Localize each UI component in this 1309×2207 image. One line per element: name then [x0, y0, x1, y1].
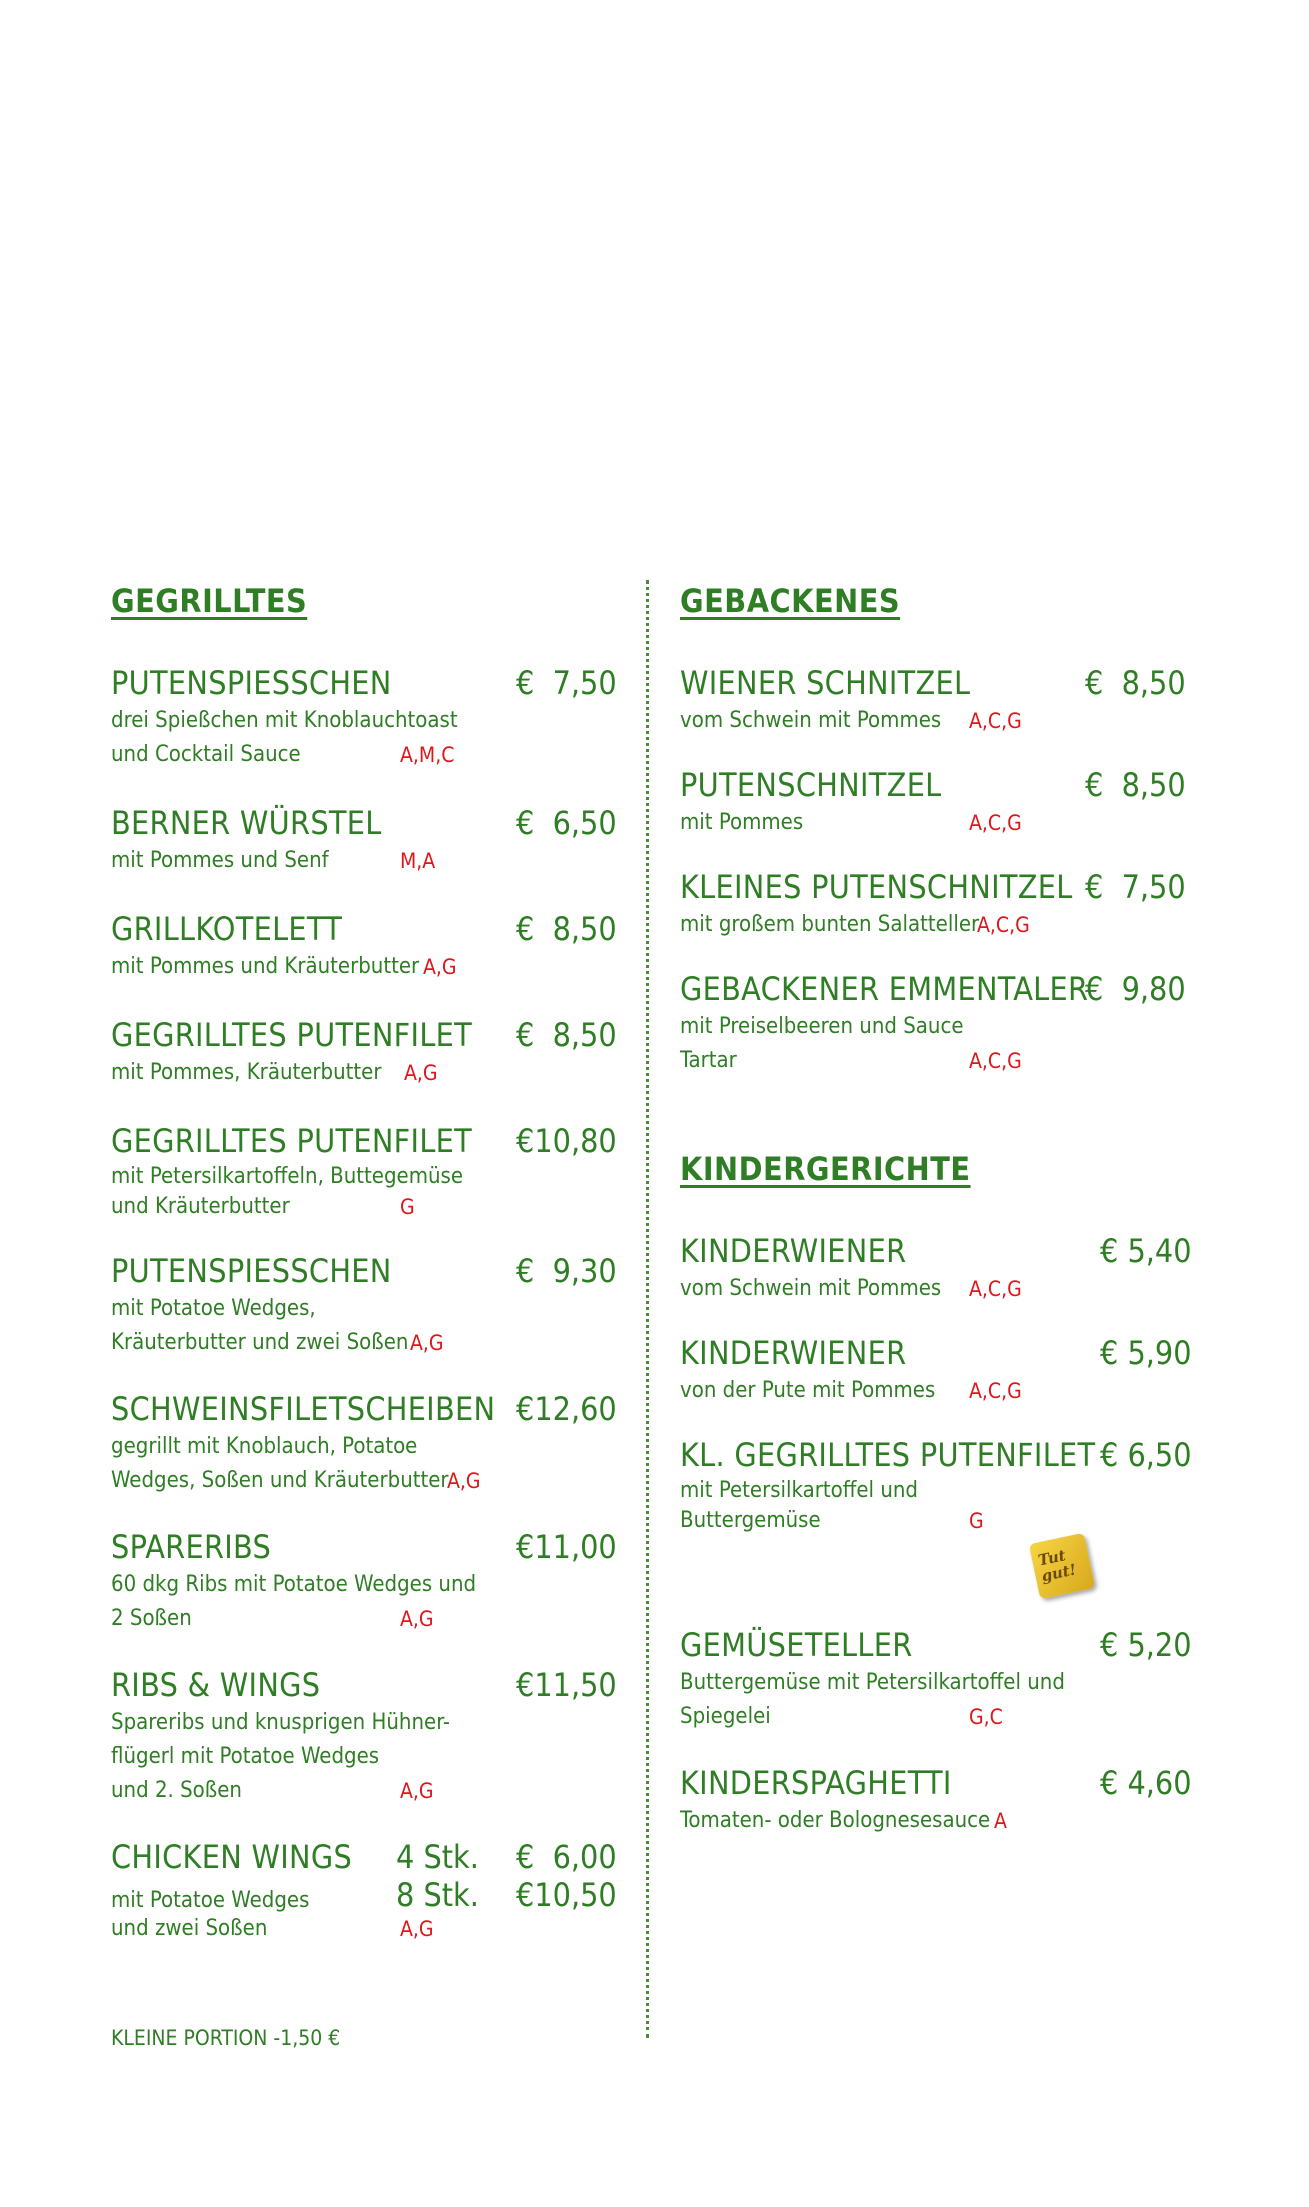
menu-item — [680, 1332, 1200, 1408]
allergen-codes: A,G — [400, 1607, 434, 1631]
menu-item — [680, 866, 1200, 942]
item-description: Spareribs und knusprigen Hühner- — [111, 1710, 451, 1735]
allergen-codes: A,C,G — [977, 913, 1030, 937]
allergen-codes: A,G — [400, 1917, 434, 1941]
item-description: von der Pute mit Pommes — [680, 1378, 936, 1403]
allergen-codes: A,G — [400, 1779, 434, 1803]
allergen-codes: G — [400, 1195, 415, 1219]
menu-item — [111, 908, 617, 984]
item-description: mit Petersilkartoffeln, Buttegemüse — [111, 1164, 464, 1189]
menu-item — [111, 1526, 617, 1636]
item-description: Tomaten- oder Bolognesesauce — [680, 1808, 991, 1833]
item-description: gegrillt mit Knoblauch, Potatoe — [111, 1434, 418, 1459]
item-price: €11,00 — [516, 1528, 617, 1566]
item-description: mit Pommes und Kräuterbutter — [111, 954, 420, 979]
allergen-codes: A,C,G — [969, 709, 1022, 733]
tut-gut-badge — [1029, 1533, 1095, 1599]
menu-item — [111, 802, 617, 878]
item-description: und 2. Soßen — [111, 1778, 242, 1803]
item-price: € 5,40 — [1100, 1232, 1192, 1270]
item-description: mit Preiselbeeren und Sauce — [680, 1014, 964, 1039]
item-description: vom Schwein mit Pommes — [680, 1276, 942, 1301]
allergen-codes: A,G — [404, 1061, 438, 1085]
menu-item-chicken-wings — [111, 1836, 617, 1946]
item-price: € 5,90 — [1100, 1334, 1192, 1372]
item-name: KINDERWIENER — [680, 1334, 907, 1372]
menu-item — [680, 1762, 1200, 1838]
menu-item — [680, 968, 1200, 1078]
item-price: € 9,80 — [1085, 970, 1186, 1008]
menu-item — [680, 1230, 1200, 1306]
item-name: KINDERSPAGHETTI — [680, 1764, 952, 1802]
item-price: € 9,30 — [516, 1252, 617, 1290]
allergen-codes: A,G — [423, 955, 457, 979]
item-price: € 6,50 — [1100, 1436, 1192, 1474]
allergen-codes: A,C,G — [969, 811, 1022, 835]
item-name: WIENER SCHNITZEL — [680, 664, 971, 702]
item-description: mit Pommes — [680, 810, 804, 835]
allergen-codes: G — [969, 1509, 984, 1533]
item-price: € 6,00 — [516, 1838, 617, 1876]
small-portion-note: KLEINE PORTION -1,50 € — [111, 2026, 341, 2050]
item-price: € 8,50 — [1085, 766, 1186, 804]
item-price: € 4,60 — [1100, 1764, 1192, 1802]
allergen-codes: A,G — [410, 1331, 444, 1355]
item-price: € 8,50 — [516, 1016, 617, 1054]
item-description: Buttergemüse — [680, 1508, 821, 1533]
item-description: und Kräuterbutter — [111, 1194, 290, 1219]
item-name: GEMÜSETELLER — [680, 1626, 913, 1664]
section-title-kids: KINDERGERICHTE — [680, 1150, 971, 1188]
item-price: €10,80 — [516, 1122, 617, 1160]
item-name: KL. GEGRILLTES PUTENFILET — [680, 1436, 1096, 1474]
allergen-codes: A,M,C — [400, 743, 455, 767]
section-title-grilled: GEGRILLTES — [111, 582, 308, 620]
item-name: KINDERWIENER — [680, 1232, 907, 1270]
item-name: GEGRILLTES PUTENFILET — [111, 1016, 473, 1054]
allergen-codes: A,G — [447, 1469, 481, 1493]
menu-item — [111, 1250, 617, 1360]
allergen-codes: A,C,G — [969, 1379, 1022, 1403]
item-price: €11,50 — [516, 1666, 617, 1704]
item-name: BERNER WÜRSTEL — [111, 804, 382, 842]
allergen-codes: A,C,G — [969, 1277, 1022, 1301]
right-column — [680, 580, 1200, 1866]
item-name: PUTENSCHNITZEL — [680, 766, 942, 804]
item-description: Kräuterbutter und zwei Soßen — [111, 1330, 409, 1355]
section-title-baked: GEBACKENES — [680, 582, 901, 620]
item-price: € 7,50 — [1085, 868, 1186, 906]
item-quantity: 8 Stk. — [396, 1876, 479, 1914]
menu-item — [680, 1434, 1200, 1536]
item-description: Buttergemüse mit Petersilkartoffel und — [680, 1670, 1065, 1695]
item-description: und zwei Soßen — [111, 1916, 268, 1941]
item-price: €12,60 — [516, 1390, 617, 1428]
item-price: € 8,50 — [516, 910, 617, 948]
menu-item — [680, 764, 1200, 840]
item-price: €10,50 — [516, 1876, 617, 1914]
badge-text: Tut gut! — [1036, 1546, 1078, 1586]
menu-item — [111, 1120, 617, 1222]
menu-item — [111, 1388, 617, 1498]
item-quantity: 4 Stk. — [396, 1838, 479, 1876]
menu-item — [680, 1624, 1200, 1734]
item-name: GEBACKENER EMMENTALER — [680, 970, 1089, 1008]
item-description: Spiegelei — [680, 1704, 771, 1729]
item-description: 60 dkg Ribs mit Potatoe Wedges und — [111, 1572, 477, 1597]
menu-item — [111, 1014, 617, 1090]
item-name: SCHWEINSFILETSCHEIBEN — [111, 1390, 496, 1428]
grilled-column — [111, 580, 617, 1974]
item-description: vom Schwein mit Pommes — [680, 708, 942, 733]
menu-item — [111, 662, 617, 772]
item-description: mit großem bunten Salatteller — [680, 912, 980, 937]
item-name: GRILLKOTELETT — [111, 910, 343, 948]
item-price: € 6,50 — [516, 804, 617, 842]
item-description: Wedges, Soßen und Kräuterbutter — [111, 1468, 449, 1493]
column-divider — [646, 580, 649, 2038]
item-description: mit Potatoe Wedges — [111, 1888, 310, 1913]
item-description: und Cocktail Sauce — [111, 742, 301, 767]
item-description: mit Pommes, Kräuterbutter — [111, 1060, 382, 1085]
allergen-codes: G,C — [969, 1705, 1003, 1729]
item-description: mit Pommes und Senf — [111, 848, 329, 873]
item-description: mit Potatoe Wedges, — [111, 1296, 316, 1321]
item-name: CHICKEN WINGS — [111, 1838, 353, 1876]
item-description: 2 Soßen — [111, 1606, 192, 1631]
allergen-codes: A,C,G — [969, 1049, 1022, 1073]
item-name: GEGRILLTES PUTENFILET — [111, 1122, 473, 1160]
allergen-codes: M,A — [400, 849, 436, 873]
item-name: SPARERIBS — [111, 1528, 272, 1566]
item-price: € 5,20 — [1100, 1626, 1192, 1664]
menu-item — [680, 662, 1200, 738]
item-price: € 8,50 — [1085, 664, 1186, 702]
menu-item — [111, 1664, 617, 1808]
item-description: flügerl mit Potatoe Wedges — [111, 1744, 380, 1769]
allergen-codes: A — [994, 1809, 1007, 1833]
item-price: € 7,50 — [516, 664, 617, 702]
item-description: Tartar — [680, 1048, 737, 1073]
item-name: KLEINES PUTENSCHNITZEL — [680, 868, 1073, 906]
item-description: mit Petersilkartoffel und — [680, 1478, 918, 1503]
item-description: drei Spießchen mit Knoblauchtoast — [111, 708, 458, 733]
item-name: RIBS & WINGS — [111, 1666, 321, 1704]
item-name: PUTENSPIESSCHEN — [111, 1252, 392, 1290]
item-name: PUTENSPIESSCHEN — [111, 664, 392, 702]
